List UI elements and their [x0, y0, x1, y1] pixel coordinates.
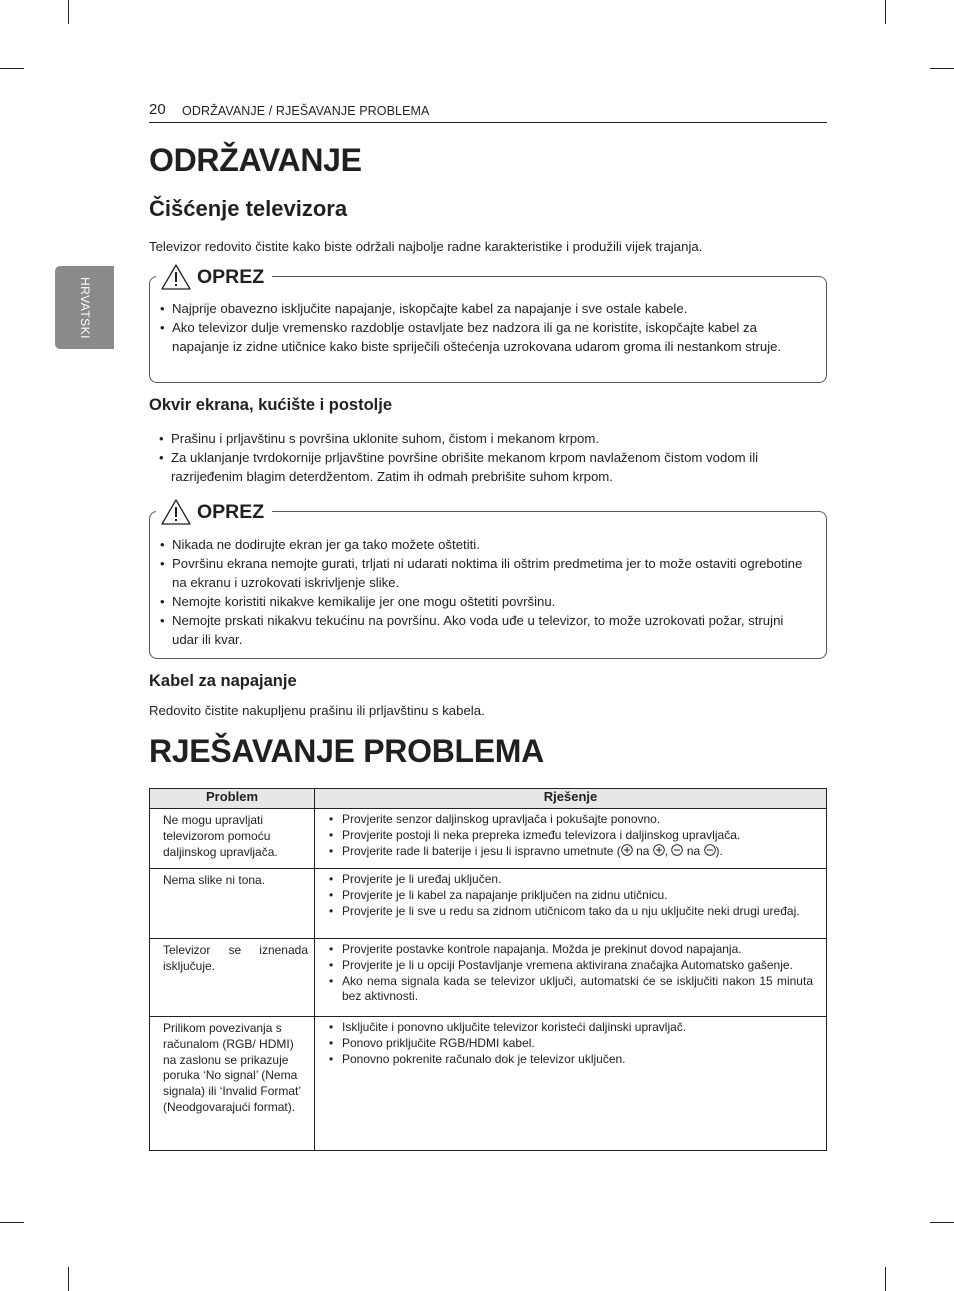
minus-polarity-icon	[704, 844, 716, 856]
problem-cell: Ne mogu upravljati televizorom pomoću daljinskog upravljača.	[150, 809, 315, 869]
caution-list	[160, 299, 810, 356]
battery-text-comma: ,	[664, 843, 672, 858]
caution-item: • Nikada ne dodirujte ekran jer ga tako možete oštetiti.	[160, 535, 810, 554]
maintenance-title: ODRŽAVANJE	[149, 142, 362, 178]
crop-mark	[0, 68, 24, 69]
caution-caption	[156, 262, 272, 292]
battery-text-na: na	[632, 843, 653, 858]
problem-cell: Nema slike ni tona.	[150, 869, 315, 939]
list-item: • Prašinu i prljavštinu s površina uklonite suhom, čistom i mekanom krpom.	[159, 429, 809, 448]
minus-polarity-icon	[671, 844, 683, 856]
language-tab-label: HRVATSKI	[77, 276, 92, 339]
caution-label: OPREZ	[197, 265, 265, 288]
solution-item: • Provjerite postavke kontrole napajanja. Možda je prekinut dovod napajanja.	[329, 942, 813, 958]
crop-mark	[68, 0, 69, 24]
solution-item: • Ako nema signala kada se televizor uključi, automatski će se isključiti nakon 15 minuta bez aktivnosti.	[329, 974, 813, 1006]
solution-cell	[315, 869, 827, 939]
caution-item: • Ako televizor dulje vremensko razdoblje ostavljate bez nadzora ili ga ne koristite, iskopčajte kabel za napajanje iz zidne utičnice kako biste spriječili oštećenja uzrokovana udarom groma ili nestankom struje.	[160, 318, 810, 356]
solution-item: • Ponovno pokrenite računalo dok je televizor uključen.	[329, 1052, 813, 1068]
solution-cell	[315, 809, 827, 869]
battery-text-prefix: Provjerite rade li baterije i jesu li ispravno umetnute (	[342, 843, 621, 858]
troubleshooting-table	[149, 788, 827, 1151]
battery-text-na: na	[683, 843, 704, 858]
solution-item: • Isključite i ponovno uključite televizor koristeći daljinski upravljač.	[329, 1020, 813, 1036]
troubleshooting-title: RJEŠAVANJE PROBLEMA	[149, 733, 544, 769]
solution-item: • Provjerite je li uređaj uključen.	[329, 872, 813, 888]
caution-item: • Nemojte prskati nikakvu tekućinu na površinu. Ako voda uđe u televizor, to može uzrokovati požar, strujni udar ili kvar.	[160, 611, 810, 649]
cable-text: Redovito čistite nakupljenu prašinu ili prljavštinu s kabela.	[149, 703, 485, 718]
caution-item: • Najprije obavezno isključite napajanje, iskopčajte kabel za napajanje i sve ostale kabele.	[160, 299, 810, 318]
crop-mark	[930, 1222, 954, 1223]
solution-item: • Provjerite je li sve u redu sa zidnom utičnicom tako da u nju uključite neki drugi uređaj.	[329, 904, 813, 920]
solution-item: • Provjerite senzor daljinskog upravljača i pokušajte ponovno.	[329, 812, 813, 828]
solution-item: • Provjerite postoji li neka prepreka između televizora i daljinskog upravljača.	[329, 828, 813, 844]
solution-cell	[315, 1017, 827, 1151]
frame-heading: Okvir ekrana, kućište i postolje	[149, 396, 393, 414]
running-title: ODRŽAVANJE / RJEŠAVANJE PROBLEMA	[182, 104, 430, 118]
plus-polarity-icon	[621, 844, 633, 856]
caution-label: OPREZ	[197, 500, 265, 523]
warning-triangle-icon	[160, 263, 192, 291]
crop-mark	[885, 1267, 886, 1291]
solution-item: • Provjerite je li kabel za napajanje priključen na zidnu utičnicu.	[329, 888, 813, 904]
table-row	[150, 869, 827, 939]
table-header-row	[150, 789, 827, 809]
crop-mark	[68, 1267, 69, 1291]
solution-item: • Provjerite je li u opciji Postavljanje vremena aktivirana značajka Automatsko gašenje.	[329, 958, 813, 974]
cleaning-intro: Televizor redovito čistite kako biste održali najbolje radne karakteristike i produžili vijek trajanja.	[149, 239, 703, 254]
warning-triangle-icon	[160, 498, 192, 526]
solution-cell	[315, 939, 827, 1017]
language-tab	[55, 266, 114, 349]
problem-cell: Televizor se iznenada isključuje.	[150, 939, 315, 1017]
caution-item: • Nemojte koristiti nikakve kemikalije jer one mogu oštetiti površinu.	[160, 592, 810, 611]
column-header-solution: Rješenje	[315, 789, 827, 809]
caution-caption	[156, 497, 272, 527]
column-header-problem: Problem	[150, 789, 315, 809]
frame-list	[159, 429, 809, 486]
table-row	[150, 939, 827, 1017]
table-row	[150, 1017, 827, 1151]
caution-box-screen	[149, 500, 827, 659]
solution-item: • Ponovo priključite RGB/HDMI kabel.	[329, 1036, 813, 1052]
battery-text-suffix: ).	[715, 843, 723, 858]
table-row	[150, 809, 827, 869]
page-number: 20	[149, 101, 166, 118]
caution-box-power	[149, 265, 827, 383]
crop-mark	[885, 0, 886, 24]
solution-item-battery	[329, 844, 813, 860]
crop-mark	[930, 68, 954, 69]
cleaning-heading: Čišćenje televizora	[149, 196, 348, 221]
caution-list	[160, 535, 810, 649]
list-item: • Za uklanjanje tvrdokornije prljavštine površine obrišite mekanom krpom navlaženom čistom vodom ili razrijeđenim blagim deterdžentom. Zatim ih odmah prebrišite suhom krpom.	[159, 448, 809, 486]
page-header	[149, 100, 827, 123]
caution-item: • Površinu ekrana nemojte gurati, trljati ni udarati noktima ili oštrim predmetima jer to može ostaviti ogrebotine na ekranu i uzrokovati iskrivljenje slike.	[160, 554, 810, 592]
crop-mark	[0, 1222, 24, 1223]
problem-cell: Prilikom povezivanja s računalom (RGB/ HDMI) na zaslonu se prikazuje poruka ‘No signal’ (Nema signala) ili ‘Invalid Format’ (Neodgovarajući format).	[150, 1017, 315, 1151]
plus-polarity-icon	[653, 844, 665, 856]
cable-heading: Kabel za napajanje	[149, 672, 297, 690]
